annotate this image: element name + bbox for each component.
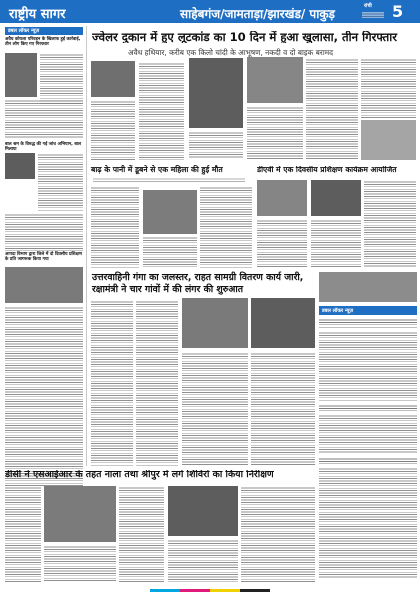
ganga-text-col1 xyxy=(91,300,133,466)
footer-cyan xyxy=(150,589,270,592)
left-story2-photo xyxy=(5,153,35,179)
lead-photo-2 xyxy=(189,58,243,128)
left-section-label: डबल लॉकर न्यूज़ xyxy=(5,27,83,35)
training-text-col3 xyxy=(364,180,416,268)
left-story1-title: अवैध कोयला परिवहन के खिलाफ हुई कार्रवाई, तीन लोग किए गए गिरफ्तार xyxy=(5,37,81,47)
lead-text-col3 xyxy=(247,106,303,160)
left-story1-text xyxy=(40,53,83,105)
ganga-photo-1 xyxy=(182,298,248,348)
lead-text-col5 xyxy=(361,58,416,118)
edition-title: साहेबगंज/जामताड़ा/झारखंड/ पाकुड़ xyxy=(180,7,335,21)
left-story1-text-2 xyxy=(5,99,83,139)
flood-photo xyxy=(143,190,197,234)
bottom-photo-2 xyxy=(168,486,238,536)
left-story2-title: बाल श्रम के विरुद्ध की गई जांच अभियान, बाल मिलाया xyxy=(5,142,81,152)
right-story2-title xyxy=(319,404,417,412)
left-story2-text xyxy=(38,153,83,211)
lead-text-col1 xyxy=(91,100,135,160)
right-story1-text xyxy=(319,331,417,401)
left-story3-text xyxy=(5,306,83,486)
left-story2-text-2 xyxy=(5,213,83,251)
flood-headline: बाढ़ के पानी में डूबने से एक महिला की हुई मौत xyxy=(91,165,223,174)
lead-photo-1 xyxy=(91,61,135,97)
training-headline: डीएवी में एक दिवसीय प्रशिक्षण कार्यक्रम आयोजित xyxy=(257,166,397,174)
bottom-text-col2 xyxy=(119,486,164,582)
ganga-text-col3 xyxy=(182,352,248,466)
bottom-text-col1 xyxy=(44,545,116,582)
flood-subhead xyxy=(93,177,245,183)
page-number: 5 xyxy=(392,2,404,21)
lead-text-col4 xyxy=(306,58,358,160)
training-text-col2 xyxy=(311,219,361,268)
page-day: रांची xyxy=(364,3,372,9)
flood-text-col3 xyxy=(200,186,252,268)
bottom-text-col4 xyxy=(241,486,315,582)
ganga-photo-2 xyxy=(251,298,315,348)
bottom-text-col0 xyxy=(5,486,41,582)
right-story1-title xyxy=(319,318,417,328)
masthead-bar xyxy=(0,0,420,23)
ganga-headline: उत्तरवाहिनी गंगा का जलस्तर, राहत सामग्री वितरण कार्य जारी, रक्षामंत्री ने चार गांवों में की लंगर की शुरुआत xyxy=(92,272,304,295)
flood-text-col2 xyxy=(143,236,197,268)
bottom-text-col3 xyxy=(168,539,238,582)
lead-text-col2 xyxy=(139,62,184,160)
column-divider xyxy=(86,26,87,466)
bottom-photo-1 xyxy=(44,486,116,542)
right-story3-title xyxy=(319,457,417,465)
right-story3-text xyxy=(319,467,417,579)
ganga-text-col2 xyxy=(136,300,178,466)
lead-photo-3 xyxy=(247,57,303,103)
lead-photo-4 xyxy=(361,120,416,160)
training-photo-1 xyxy=(257,180,307,216)
left-story3-photo xyxy=(5,267,83,303)
left-story1-photo xyxy=(5,53,37,97)
ganga-text-col4 xyxy=(251,352,315,466)
lead-caption xyxy=(189,131,243,159)
lead-headline: ज्वेलर दुकान में हुए लूटकांड का 10 दिन में हुआ खुलासा, तीन गिरफ्तार xyxy=(92,31,398,44)
training-photo-2 xyxy=(311,180,361,216)
paper-name: राष्ट्रीय सागर xyxy=(9,7,66,22)
flood-text-col1 xyxy=(91,186,139,268)
right-top-photo xyxy=(319,272,417,302)
right-section-label: डबल लॉकर न्यूज़ xyxy=(319,306,417,315)
footer-strip xyxy=(0,586,420,594)
masthead-date xyxy=(362,12,384,18)
lead-subhead: अवैध हथियार, करीब एक किलो चांदी के आभूषण, नकदी व दो बाइक बरामद xyxy=(128,48,334,57)
bottom-headline: डीसी ने एसआईआर के तहत नाला तथा श्रीपुर में लगे शिविरों का किया निरीक्षण xyxy=(5,470,274,480)
right-story2-text xyxy=(319,414,417,454)
training-text-col1 xyxy=(257,219,307,268)
left-story3-title: आपदा विभाग द्वारा जिले में दो दिवसीय प्रशिक्षण के प्रति जागरूक किया गया xyxy=(5,252,82,262)
